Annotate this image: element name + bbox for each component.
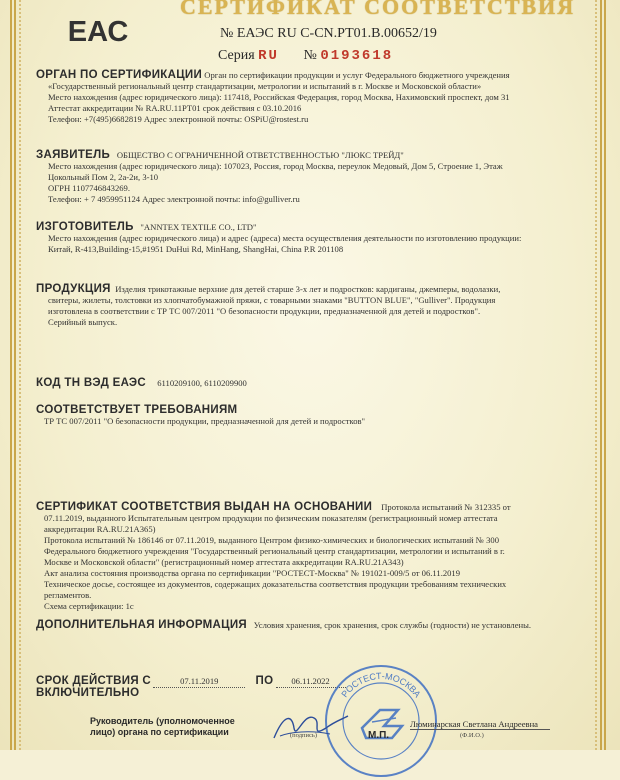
validity-inclusive: ВКЛЮЧИТЕЛЬНО [36,687,140,699]
organ-line5: Телефон: +7(495)6682819 Адрес электронной почты: OSPiU@rostest.ru [48,114,309,124]
svg-text:ЕАС: ЕАС [67,16,129,48]
section-validity [36,676,346,699]
conforms-heading: СООТВЕТСТВУЕТ ТРЕБОВАНИЯМ [36,404,238,416]
product-line3: изготовлена в соответствии с ТР ТС 007/2011 "О безопасности продукции, предназначенной для детей и подростков". [48,306,481,316]
basis-line8: Техническое досье, состоящее из документов, содержащих доказательства соответствия продукции требованиям технических [44,579,507,589]
section-product [36,284,500,328]
signer-role-line2: лицо) органа по сертификации [90,727,229,737]
basis-heading: СЕРТИФИКАТ СООТВЕТСТВИЯ ВЫДАН НА ОСНОВАНИИ [36,501,373,513]
organ-line1: Орган по сертификации продукции и услуг Федерального бюджетного учреждения [204,70,510,80]
applicant-heading: ЗАЯВИТЕЛЬ [36,149,111,161]
series-number-label: № [303,48,317,63]
applicant-line5: Телефон: + 7 4959951124 Адрес электронной почты: info@gulliver.ru [48,194,300,204]
product-heading: ПРОДУКЦИЯ [36,283,111,295]
validity-to: 06.11.2022 [276,676,346,688]
organ-heading: ОРГАН ПО СЕРТИФИКАЦИИ [36,69,203,81]
svg-text:РОСТЕСТ-МОСКВА: РОСТЕСТ-МОСКВА [339,670,423,700]
basis-line7: Акт анализа состояния производства органа по сертификации "РОСТЕСТ-Москва" № 191021-009/5 от 06.11.2019 [44,568,461,578]
validity-from: 07.11.2019 [153,676,245,688]
certificate-number [220,26,437,42]
section-conforms [36,405,365,427]
section-applicant [36,150,503,205]
number-prefix: № ЕАЭС [220,26,274,41]
manufacturer-heading: ИЗГОТОВИТЕЛЬ [36,221,134,233]
code-value: 6110209100, 6110209900 [157,378,247,388]
eac-logo [67,10,129,48]
certificate-title: СЕРТИФИКАТ СООТВЕТСТВИЯ [180,0,576,19]
extra-heading: ДОПОЛНИТЕЛЬНАЯ ИНФОРМАЦИЯ [36,619,247,631]
signer-name: Люминарская Светлана Андреевна [410,719,550,730]
stamp-label: М.П. [368,730,390,741]
signature-block [90,716,235,738]
section-manufacturer [36,222,521,255]
basis-line5: Федерального бюджетного учреждения "Государственный региональный центр стандартизации, метрологии и испытаний в г. [44,546,505,556]
validity-to-label: ПО [255,675,274,687]
organ-line3: Место нахождения (адрес юридического лица): 117418, Российская Федерация, город Москва, Нахимовский проспект, дом 31 [48,92,510,102]
basis-line6: Москве и Московской области" (регистрационный номер аттестата аккредитации RA.RU.21A343) [44,557,404,567]
basis-line10: Схема сертификации: 1с [44,601,134,611]
product-line1: Изделия трикотажные верхние для детей старше 3-х лет и подростков: кардиганы, джемперы, водолазки, [115,284,501,294]
signature-caption: (подпись) [290,732,317,739]
section-basis [36,502,511,612]
series-code: RU [258,48,279,64]
applicant-line4: ОГРН 1107746843269. [48,183,130,193]
basis-line2: 07.11.2019, выданного Испытательным центром продукции по физическим показателям (регистрационный номер аттестата [44,513,498,523]
organ-line4: Аттестат аккредитации № RA.RU.11PT01 срок действия с 03.10.2016 [48,103,302,113]
series-label: Серия [218,48,255,63]
basis-first: Протокола испытаний № 312335 от [381,502,511,512]
manufacturer-name: "ANNTEX TEXTILE CO., LTD" [140,222,257,232]
manufacturer-line2: Место нахождения (адрес юридического лица) и адрес (адреса) места осуществления деятельности по изготовлению продукции: [48,233,522,243]
manufacturer-line3: Китай, R-413,Building-15,#1951 DuHui Rd, MinHang, ShangHai, China P.R 201108 [48,244,344,254]
applicant-line3: Цокольный Пом 2, 2а-2и, 3-10 [48,172,159,182]
validity-from-label: СРОК ДЕЙСТВИЯ С [36,675,151,687]
signer-name-caption: (Ф.И.О.) [460,732,484,739]
section-code [36,378,247,389]
basis-line4: Протокола испытаний № 186146 от 07.11.2019, выданного Центром физико-химических и биологических испытаний № 300 [44,535,500,545]
applicant-line2: Место нахождения (адрес юридического лица): 107023, Россия, город Москва, переулок Медовый, Дом 5, Строение 1, Этаж [48,161,503,171]
series-number: 0193618 [320,48,394,64]
number-value: RU С-CN.РТ01.В.00652/19 [277,26,437,41]
basis-line3: аккредитации RA.RU.21A365) [44,524,156,534]
code-heading: КОД ТН ВЭД ЕАЭС [36,377,146,389]
organ-line2: «Государственный региональный центр стандартизации, метрологии и испытаний в г. Москве и Московской области» [48,81,482,91]
applicant-name: ОБЩЕСТВО С ОГРАНИЧЕННОЙ ОТВЕТСТВЕННОСТЬЮ "ЛЮКС ТРЕЙД" [116,150,404,160]
conforms-value: ТР ТС 007/2011 "О безопасности продукции, предназначенной для детей и подростков" [44,416,366,426]
basis-line9: регламентов. [44,590,92,600]
certificate-series [218,48,393,64]
product-line4: Серийный выпуск. [48,317,118,327]
section-extra-info [36,620,531,631]
product-line2: свитеры, жилеты, толстовки из хлопчатобумажной пряжи, с товарными знаками "BUTTON BLUE", "Gulliver". Продукция [48,295,496,305]
section-organ [36,70,510,125]
extra-value: Условия хранения, срок хранения, срок службы (годности) не установлены. [253,620,532,630]
signer-role-line1: Руководитель (уполномоченное [90,716,235,726]
